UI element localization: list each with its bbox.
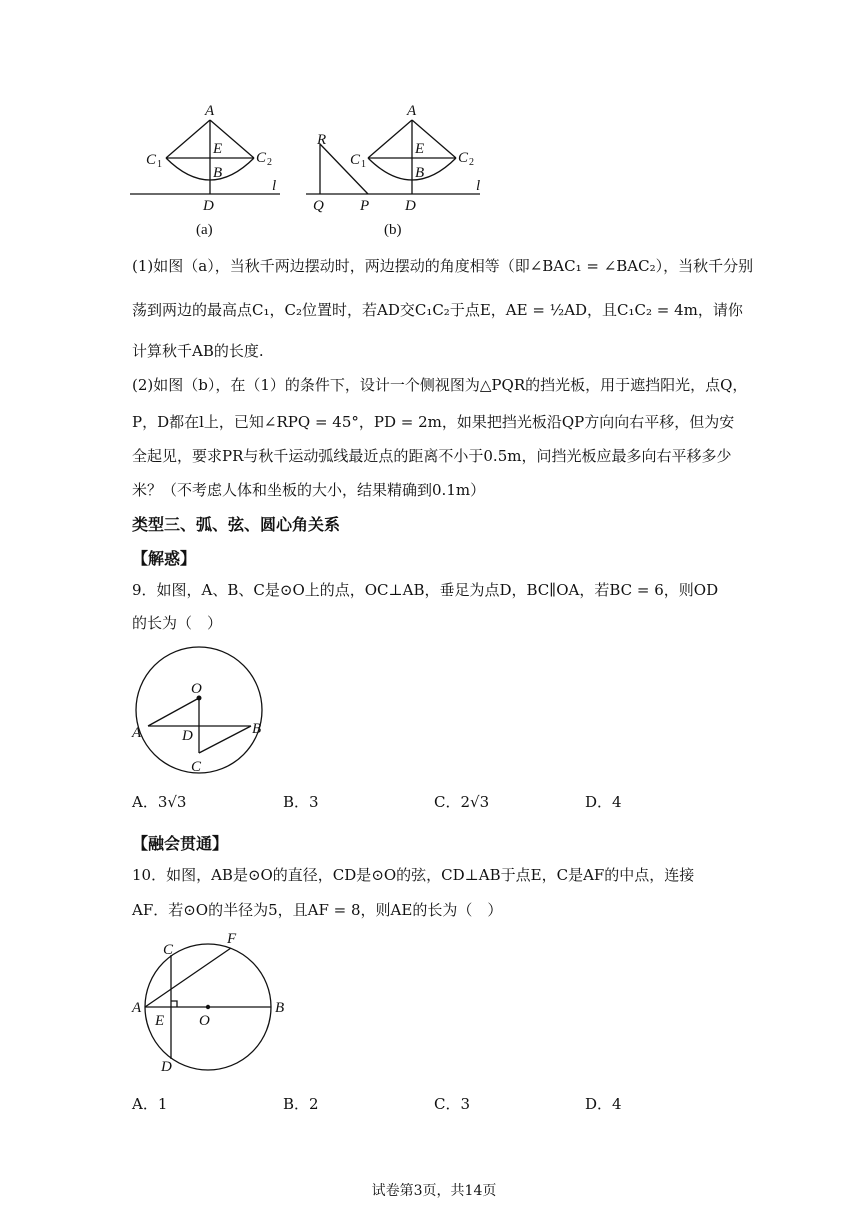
label-l: l <box>272 178 277 194</box>
label-d: D <box>203 198 214 214</box>
q9-option-b: B．3 <box>283 793 319 811</box>
svg-text:1: 1 <box>361 159 366 170</box>
segment-bc <box>199 726 251 753</box>
label-e: E <box>415 141 425 157</box>
tag-ronghui: 【融会贯通】 <box>132 834 229 853</box>
svg-text:1: 1 <box>157 159 162 170</box>
label-a: A <box>205 103 215 119</box>
chord-af <box>145 948 231 1007</box>
label-l: l <box>476 178 481 194</box>
label-c1: C <box>350 152 361 168</box>
q9-option-a: A．3√3 <box>132 793 187 811</box>
label-b: B <box>415 165 425 181</box>
svg-text:2: 2 <box>267 157 272 168</box>
label-b: B <box>275 1000 285 1016</box>
caption-a: (a) <box>196 222 213 238</box>
right-angle-mark <box>171 1001 177 1007</box>
problem8-part2-line3: 全起见，要求PR与秋千运动弧线最近点的距离不小于0.5m，问挡光板应最多向右平移多少 <box>132 447 732 465</box>
problem8-part2-line2: P，D都在l上，已知∠RPQ = 45°，PD = 2m，如果把挡光板沿QP方向向右平移，但为安 <box>132 413 735 431</box>
q10-line2: AF．若⊙O的半径为5，且AF = 8，则AE的长为（ ） <box>132 901 503 919</box>
caption-b: (b) <box>384 222 402 238</box>
figure-b <box>300 100 500 240</box>
label-b: B <box>213 165 223 181</box>
label-o: O <box>191 681 202 697</box>
q9-line2: 的长为（ ） <box>132 614 223 632</box>
q10-option-a: A．1 <box>132 1095 168 1113</box>
svg-text:2: 2 <box>469 157 474 168</box>
label-p: P <box>360 198 370 214</box>
problem8-part1-line1: (1)如图（a），当秋千两边摆动时，两边摆动的角度相等（即∠BAC₁ = ∠BAC₂），当秋千分别 <box>132 257 754 275</box>
label-c1: C <box>146 152 157 168</box>
problem8-part1-line3: 计算秋千AB的长度. <box>132 342 264 360</box>
label-a: A <box>132 725 142 741</box>
label-e: E <box>155 1013 165 1029</box>
tag-jiehuo: 【解惑】 <box>132 549 197 568</box>
label-c2: C <box>256 150 267 166</box>
figure-a <box>120 100 290 240</box>
label-r: R <box>317 132 327 148</box>
figure-q10 <box>125 925 295 1080</box>
label-a: A <box>132 1000 142 1016</box>
label-d: D <box>182 728 193 744</box>
q9-option-c: C．2√3 <box>434 793 490 811</box>
label-o: O <box>199 1013 210 1029</box>
q10-option-d: D．4 <box>585 1095 622 1113</box>
page-footer: 试卷第3页，共14页 <box>371 1183 497 1199</box>
problem8-part2-line1: (2)如图（b），在（1）的条件下，设计一个侧视图为△PQR的挡光板，用于遮挡阳光，点Q， <box>132 376 748 394</box>
problem8-part2-line4: 米？（不考虑人体和坐板的大小，结果精确到0.1m） <box>132 481 486 499</box>
label-e: E <box>213 141 223 157</box>
label-d: D <box>161 1059 172 1075</box>
figure-q9 <box>125 640 275 780</box>
segment-oa <box>148 698 199 726</box>
label-c: C <box>163 942 174 958</box>
q9-option-d: D．4 <box>585 793 622 811</box>
section-heading: 类型三、弧、弦、圆心角关系 <box>132 515 341 534</box>
label-d: D <box>405 198 416 214</box>
label-f: F <box>227 931 237 947</box>
q9-line1: 9．如图，A、B、C是⊙O上的点，OC⊥AB，垂足为点D，BC∥OA，若BC = 6，则OD <box>132 581 719 599</box>
q10-option-b: B．2 <box>283 1095 319 1113</box>
label-c2: C <box>458 150 469 166</box>
problem8-part1-line2: 荡到两边的最高点C₁，C₂位置时，若AD交C₁C₂于点E，AE = ½AD，且C₁C₂ = 4m，请你 <box>132 301 743 319</box>
q10-line1: 10．如图，AB是⊙O的直径，CD是⊙O的弦，CD⊥AB于点E，C是AF的中点，连接 <box>132 866 695 884</box>
q10-option-c: C．3 <box>434 1095 471 1113</box>
label-a: A <box>407 103 417 119</box>
label-b: B <box>252 721 262 737</box>
label-q: Q <box>313 198 324 214</box>
label-c: C <box>191 759 202 775</box>
